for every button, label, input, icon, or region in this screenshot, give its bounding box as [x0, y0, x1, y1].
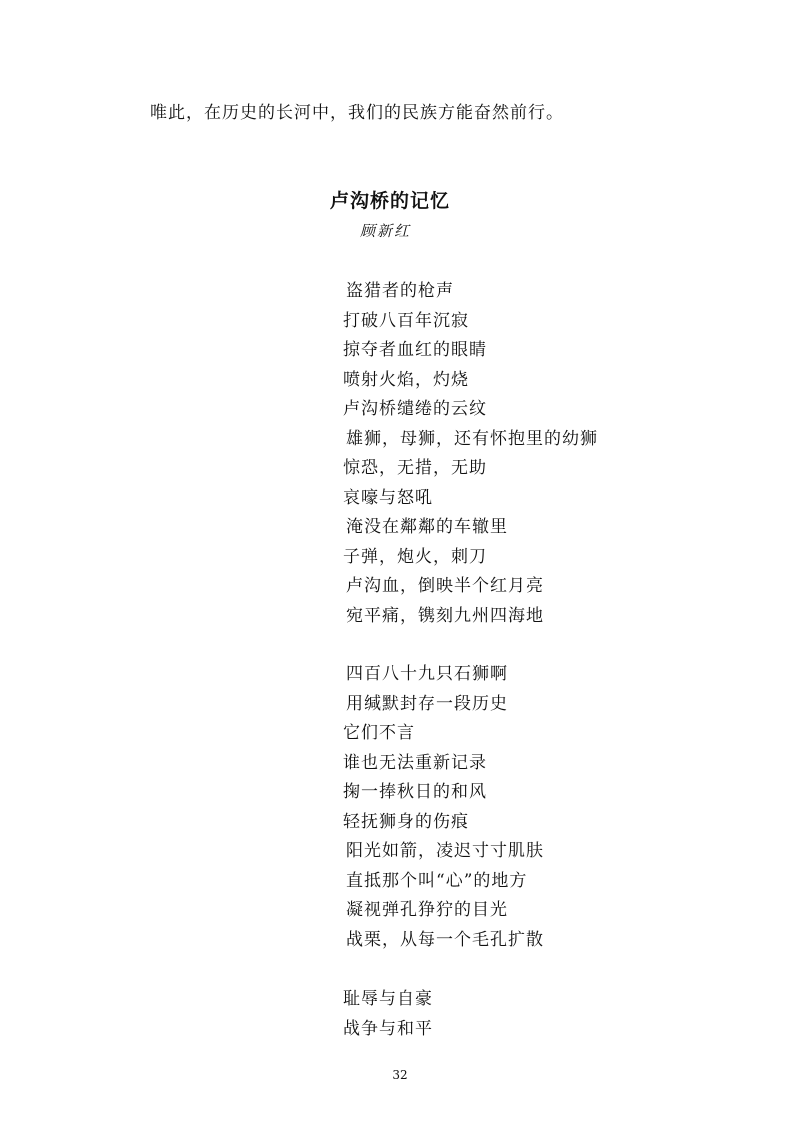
poem-line: 阳光如箭，凌迟寸寸肌肤	[346, 841, 544, 861]
poem-stanza-1	[343, 277, 598, 631]
poem-line: 喷射火焰，灼烧	[343, 369, 469, 390]
poem-title: 卢沟桥的记忆	[330, 190, 451, 212]
poem-line: 用缄默封存一段历史	[346, 693, 508, 714]
poem-stanza-3	[343, 985, 433, 1044]
poem-line: 宛平痛，镌刻九州四海地	[346, 605, 544, 626]
poem-author: 顾新红	[360, 222, 412, 240]
poem-line: 淹没在鄰鄰的车辙里	[346, 517, 508, 537]
poem-line: 子弹，炮火，刺刀	[343, 546, 487, 567]
intro-paragraph: 唯此，在历史的长河中，我们的民族方能奋然前行。	[150, 103, 564, 123]
poem-line: 战栗，从每一个毛孔扩散	[346, 929, 544, 950]
poem-line: 盗猎者的枪声	[346, 281, 454, 301]
poem-line: 打破八百年沉寂	[343, 310, 469, 331]
poem-line: 惊恐，无措，无助	[343, 458, 487, 478]
poem-line: 凝视弹孔狰狞的目光	[346, 900, 508, 920]
poem-line: 哀嚎与怒吼	[343, 487, 433, 508]
poem-line: 轻抚狮身的伤痕	[343, 811, 469, 832]
poem-line: 掬一捧秋日的和风	[343, 782, 487, 802]
poem-line: 谁也无法重新记录	[343, 752, 487, 773]
page-number: 32	[392, 1068, 408, 1082]
poem-line: 它们不言	[343, 723, 415, 743]
poem-stanza-2	[343, 660, 544, 955]
poem-line: 雄狮，母狮，还有怀抱里的幼狮	[346, 428, 598, 449]
poem-line: 战争与和平	[343, 1018, 433, 1039]
poem-line: 直抵那个叫“心”的地方	[346, 870, 528, 891]
poem-line: 掠夺者血红的眼睛	[343, 340, 487, 360]
poem-line: 四百八十九只石狮啊	[346, 664, 508, 684]
poem-line: 卢沟桥缱绻的云纹	[343, 399, 487, 419]
poem-line: 卢沟血，倒映半个红月亮	[346, 576, 544, 596]
poem-line: 耻辱与自豪	[343, 989, 433, 1009]
